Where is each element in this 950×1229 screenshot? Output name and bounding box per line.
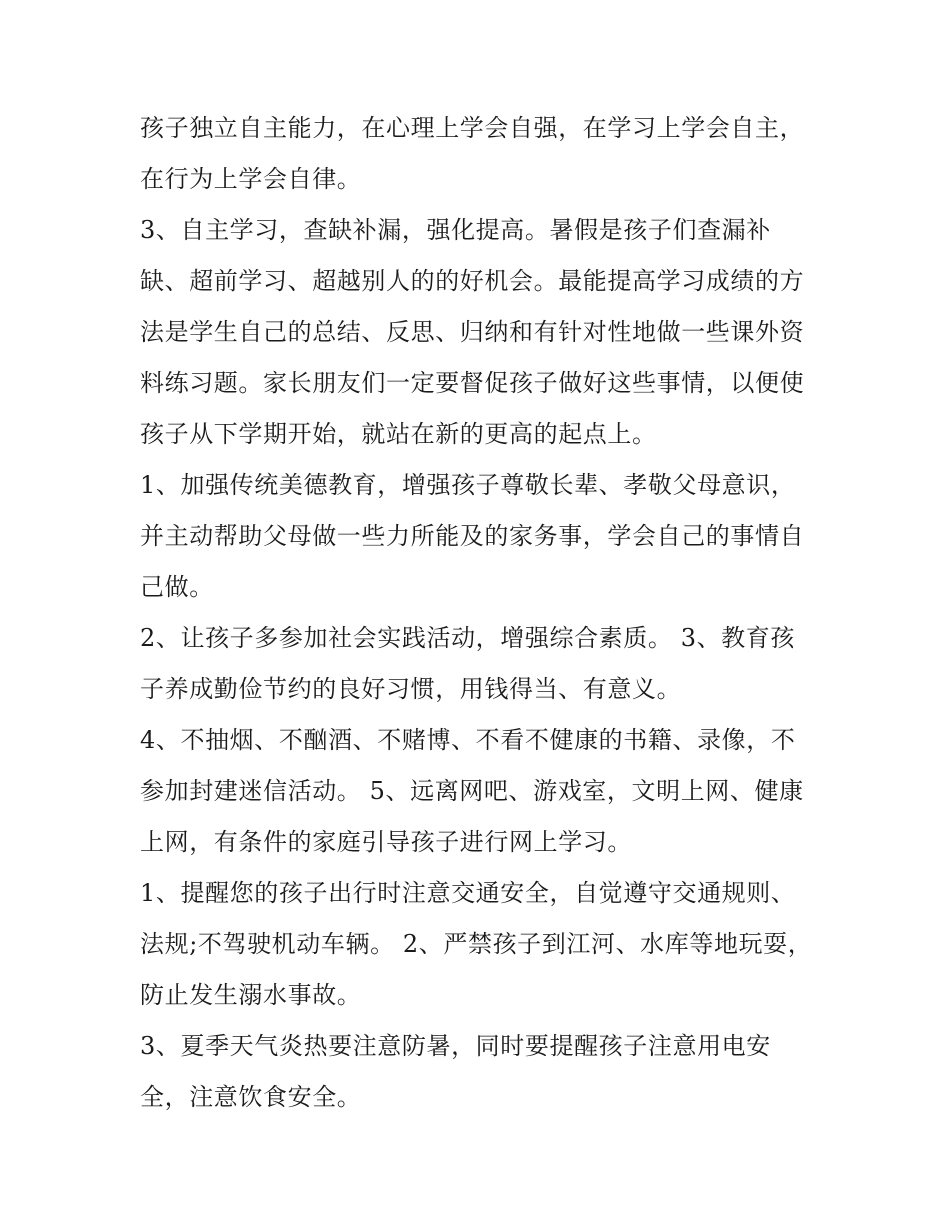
text-line: 法是学生自己的总结、反思、归纳和有针对性地做一些课外资 (140, 318, 805, 346)
text-line: 1、提醒您的孩子出行时注意交通安全，自觉遵守交通规则、 (140, 879, 796, 907)
text-line: 在行为上学会自律。 (140, 165, 362, 193)
text-line: 料练习题。家长朋友们一定要督促孩子做好这些事情，以便使 (140, 369, 805, 397)
text-line: 2、让孩子多参加社会实践活动，增强综合素质。 3、教育孩 (140, 624, 795, 652)
text-line: 孩子独立自主能力，在心理上学会自强，在学习上学会自主， (140, 114, 805, 142)
text-line: 上网，有条件的家庭引导孩子进行网上学习。 (140, 828, 632, 856)
text-line: 全，注意饮食安全。 (140, 1083, 362, 1111)
text-line: 3、夏季天气炎热要注意防暑，同时要提醒孩子注意用电安 (140, 1032, 771, 1060)
text-line: 防止发生溺水事故。 (140, 981, 362, 1009)
body-text (140, 103, 830, 1123)
text-line: 4、不抽烟、不酗酒、不赌博、不看不健康的书籍、录像，不 (140, 726, 796, 754)
text-line: 缺、超前学习、超越别人的的好机会。最能提高学习成绩的方 (140, 267, 805, 295)
text-line: 子养成勤俭节约的良好习惯，用钱得当、有意义。 (140, 675, 682, 703)
text-line: 1、加强传统美德教育，增强孩子尊敬长辈、孝敬父母意识， (140, 471, 796, 499)
text-line: 3、自主学习，查缺补漏，强化提高。暑假是孩子们查漏补 (140, 216, 771, 244)
text-line: 法规;不驾驶机动车辆。 2、严禁孩子到江河、水库等地玩耍， (140, 930, 813, 958)
text-line: 并主动帮助父母做一些力所能及的家务事，学会自己的事情自 (140, 522, 805, 550)
text-line: 己做。 (140, 573, 214, 601)
text-line: 参加封建迷信活动。 5、远离网吧、游戏室，文明上网、健康 (140, 777, 804, 805)
text-line: 孩子从下学期开始，就站在新的更高的起点上。 (140, 420, 657, 448)
